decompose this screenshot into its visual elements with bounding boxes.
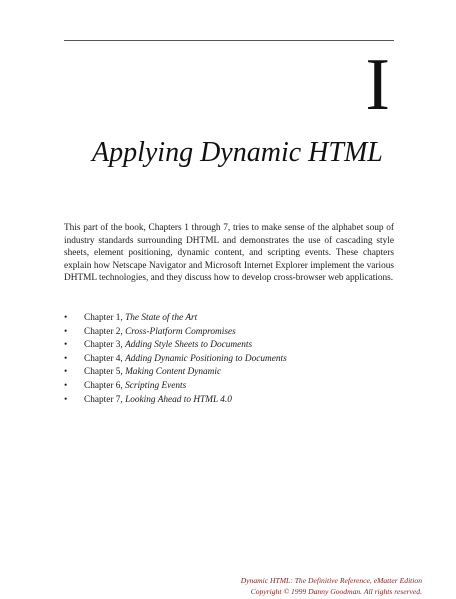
bullet-icon: • <box>64 380 68 391</box>
chapter-item-2 <box>64 326 384 340</box>
chapter-label: Chapter 3, <box>84 340 126 351</box>
chapter-item-5 <box>64 366 384 380</box>
bullet-icon: • <box>64 367 68 378</box>
chapter-item-7 <box>64 394 384 408</box>
footer-book-title: Dynamic HTML: The Definitive Reference, eMatter Edition <box>240 576 422 585</box>
chapter-label: Chapter 2, <box>84 326 126 337</box>
bullet-icon: • <box>64 353 68 364</box>
chapter-list <box>64 312 384 407</box>
chapter-title: Adding Style Sheets to Documents <box>125 340 253 351</box>
chapter-item-4 <box>64 353 384 367</box>
page-footer <box>64 576 422 597</box>
chapter-title: The State of the Art <box>125 313 198 323</box>
chapter-label: Chapter 5, <box>84 367 126 378</box>
chapter-item-6 <box>64 380 384 394</box>
part-number: I <box>365 44 390 126</box>
intro-paragraph: This part of the book, Chapters 1 through 7, tries to make sense of the alphabet soup of industry standards surrounding DHTML and demonstrates the use of cascading style sheets, element positioning, dynamic content, and scripting events. These chapters explain how Netscape Navigator and Microsoft Internet Explorer implement the various DHTML technologies, and they discuss how to develop cross-browser web applications. <box>64 223 394 284</box>
chapter-title: Cross-Platform Compromises <box>125 326 236 337</box>
chapter-title: Making Content Dynamic <box>125 367 222 378</box>
footer-copyright: Copyright © 1999 Danny Goodman. All rights reserved. <box>250 586 422 596</box>
chapter-item-3 <box>64 339 384 353</box>
bullet-icon: • <box>64 394 68 405</box>
bullet-icon: • <box>64 313 68 323</box>
chapter-label: Chapter 6, <box>84 380 126 391</box>
chapter-label: Chapter 1, <box>84 313 126 323</box>
chapter-label: Chapter 7, <box>84 394 126 405</box>
bullet-icon: • <box>64 326 68 337</box>
part-title: Applying Dynamic HTML <box>92 137 383 168</box>
bullet-icon: • <box>64 340 68 351</box>
chapter-title: Looking Ahead to HTML 4.0 <box>125 394 232 405</box>
chapter-label: Chapter 4, <box>84 353 126 364</box>
chapter-title: Adding Dynamic Positioning to Documents <box>125 353 287 364</box>
top-rule <box>64 40 394 41</box>
chapter-title: Scripting Events <box>125 380 187 391</box>
chapter-item-1 <box>64 312 384 326</box>
